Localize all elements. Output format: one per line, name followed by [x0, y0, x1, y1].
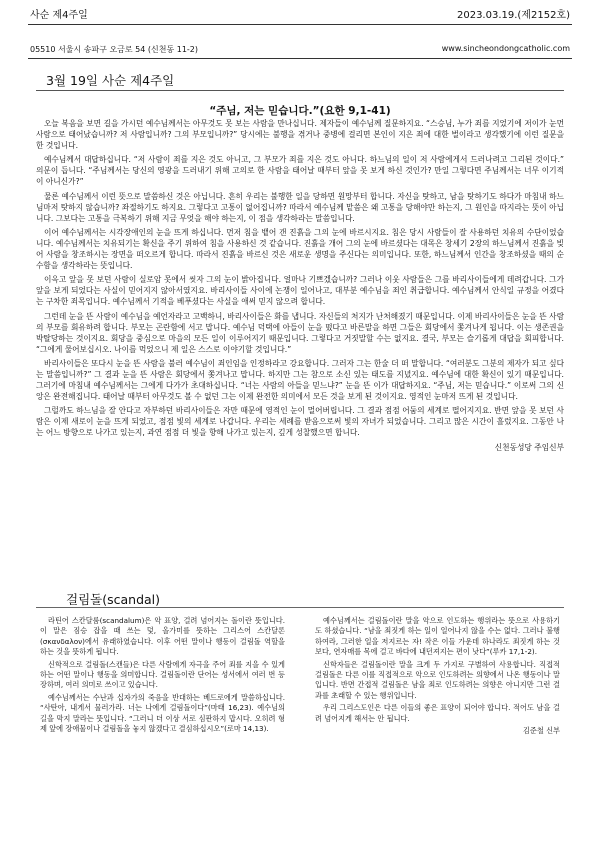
scandal-columns	[40, 616, 560, 846]
homily-paragraph: 이어 예수님께서는 시각장애인의 눈을 뜨게 하십니다. 먼저 침을 뱉어 갠 진흙을 그의 눈에 바르시지요. 침은 당시 사람들이 잘 사용하던 치유의 수단이었습니다. 예수님께서는 치유되기는 확신을 주기 위하여 침을 사용하신 것 같습니다. 진흙을 개어 그의 눈에 바르셨다는 대목은 창세기 2장의 하느님께서 진흙을 빚어 사람을 창조하시는 장면을 떠오르게 합니다. 따라서 진흙을 바르신 것은 새로운 생명을 주신다는 의미입니다. 또한, 하느님께서 인간을 창조하셨을 때의 순수함을 생각하라는 뜻입니다.	[36, 227, 564, 271]
scandal-paragraph: 신학적으로 걸림돌(스캔들)은 다른 사람에게 자극을 주어 죄를 지을 수 있게 하는 어떤 말이나 행동을 의미합니다. 걸림돌이란 단어는 성서에서 여러 번 등장하며, 여러 의미로 쓰이고 있습니다.	[40, 659, 285, 690]
page-header-left: 사순 제4주일	[30, 10, 88, 21]
page-header-right: 2023.03.19.(제2152호)	[456, 10, 570, 21]
homily-paragraph: 물론 예수님께서 이런 뜻으로 말씀하신 것은 아닙니다. 흔히 우리는 불행한 일을 당하면 원망부터 합니다. 자신을 탓하고, 남을 탓하기도 하다가 마침내 하느님마저 탓하지 않습니까? 좌절하기도 하지요. 그렇다고 고통이 없어집니까? 따라서 예수님께 맡씀은 왜 고통을 당해야만 하는지, 그 원인을 따지라는 뜻이 아닙니다. 그보다는 고통을 극복하기 위해 지금 무엇을 해야 하는지, 이 점을 생각하라는 말씀입니다.	[36, 191, 564, 223]
scandal-title: 걸림돌(scandal)	[66, 592, 161, 607]
parish-address: 05510 서울시 송파구 오금로 54 (신천동 11-2)	[30, 45, 199, 54]
scandal-paragraph: 우리 그리스도인은 다른 이들의 좋은 표양이 되어야 합니다. 적어도 남을 걸려 넘어지게 해서는 안 됩니다.	[315, 703, 560, 723]
scandal-paragraph: 라틴어 스칸달룸(scandalum)은 악 표양, 걸려 넘어지는 돌이란 뜻입니다. 이 말은 짐승 잡을 때 쓰는 덫, 올가미를 뜻하는 그리스어 스칸달론(σκανδαλον)에서 유래하였습니다. 이후 어떤 말이나 행동이 걸림돌 역할을 하는 것을 뜻하게 됩니다.	[40, 616, 285, 657]
homily-paragraph: 예수님께서 대답하십니다. “저 사람이 죄를 지은 것도 아니고, 그 부모가 죄를 지은 것도 아니다. 하느님의 일이 저 사람에게서 드러나려고 그리된 것이다.” 의문이 듭니다. “주님께서는 당신의 영광을 드러내기 위해 고의로 한 사람을 태어날 때부터 앞을 못 보게 하신 것인가? 만일 그렇다면 주님께서는 너무 이기적이 아니신가?”	[36, 155, 564, 187]
homily-signature: 신천동성당 주임신부	[494, 442, 564, 452]
scandal-paragraph: 예수님께서는 걸림돌이란 말을 악으로 인도하는 행위라는 뜻으로 사용하기도 하셨습니다. “남을 죄짓게 하는 일이 일어나지 않을 수는 없다. 그러나 불행하여라, 그러한 일을 저지르는 자! 작은 이들 가운데 하나라도 죄짓게 하는 것보다, 연자매를 목에 걸고 바다에 내던져지는 편이 낫다”(루카 17,1-2).	[315, 616, 560, 657]
homily-paragraph: 바리사이들은 또다시 눈을 뜬 사람을 불러 예수님이 죄인임을 인정하라고 강요합니다. 그러자 그는 한술 더 떠 말합니다. “여러분도 그분의 제자가 되고 싶다는 말씀입니까?” 그 결과 눈을 뜬 사람은 회당에서 쫓겨나고 맙니다. 하지만 그는 참으로 소신 있는 태도를 지녔지요. 예수님에 대한 확신이 있기 때문입니다. 그러기에 마침내 예수님께서는 그에게 다가가 초대하십니다. “너는 사람의 아들을 믿느냐?” 눈을 뜬 이가 대답하지요. “주님, 저는 믿습니다.” 이로써 그의 신앙은 완전해집니다. 태어날 때부터 아무것도 볼 수 없던 그는 이제 완전한 의미에서 모든 것을 보게 된 것이지요. 영적인 눈마저 뜨게 된 것입니다.	[36, 358, 564, 402]
homily-title: 3월 19일 사순 제4주일	[46, 73, 175, 88]
scandal-paragraph: 신학자들은 걸림돌이란 말을 크게 두 가지로 구별하여 사용합니다. 직접적 걸림돌은 다른 이를 직접적으로 악으로 인도하려는 의향에서 나온 행동이나 말입니다. 반면 간접적 걸림돌은 남을 죄로 인도하려는 의향은 아니지만 그런 결과를 초래할 수 있는 행위입니다.	[315, 659, 560, 700]
homily-paragraph: 그럴까도 하느님을 잘 안다고 자부하던 바리사이들은 자만 때문에 영적인 눈이 멀어버립니다. 그 결과 점점 어둠의 세계로 떨어지지요. 반면 앞을 못 보던 사람은 이제 새로이 눈을 뜨게 되었고, 점점 빛의 세계로 나갑니다. 우리는 세례를 받음으로써 빛의 자녀가 되었습니다. 그리고 많은 시간이 흘렀지요. 그동안 나는 어느 방향으로 나가고 있는지, 과연 점점 더 빛을 향해 나가고 있는지, 깊게 성찰했으면 합니다.	[36, 406, 564, 438]
parish-website[interactable]: www.sincheondongcatholic.com	[441, 44, 570, 53]
scandal-divider	[36, 607, 564, 608]
header-divider	[28, 24, 572, 25]
homily-body	[36, 118, 564, 453]
scandal-signature: 김준철 신부	[522, 726, 560, 736]
homily-paragraph: 그런데 눈을 뜬 사람이 예수님을 예언자라고 고백하니, 바리사이들은 화를 냅니다. 자신들의 처지가 난처해졌기 때문입니다. 이제 바리사이들은 눈을 뜬 사람의 부모를 회유하려 합니다. 부모는 곤란함에 서고 맙니다. 예수님 덕택에 아들이 눈을 떴다고 바른말을 하면 그들은 회당에서 쫓겨나게 됩니다. 이는 생존권을 박탈당하는 것이지요. 회당을 중심으로 마을의 모든 일이 이루어지기 때문입니다. 그렇다고 거짓말할 수는 없지요. 결국, 부모는 슬기롭게 대답을 회피합니다. “그에게 물어보십시오. 나이를 먹었으니 제 일은 스스로 이야기할 것입니다.”	[36, 311, 564, 354]
homily-divider	[36, 90, 564, 91]
homily-paragraph: 이윽고 앞을 못 보던 사람이 실로암 못에서 씻자 그의 눈이 밝아집니다. 얼마나 기쁘겠습니까? 그러나 이웃 사람들은 그를 바리사이들에게 데려갑니다. 그가 앞을 보게 되었다는 사실이 믿어지지 않아서였지요. 바리사이들 사이에 논쟁이 일어나고, 대부분 예수님을 죄인 취급합니다. 예수님께서 안식일 규정을 어겼다는 구차한 죄목입니다. 예수님께서 기적을 베푸셨다는 사실을 애써 믿지 않으려 합니다.	[36, 275, 564, 307]
header-divider-2	[28, 58, 572, 59]
scandal-paragraph: 예수님께서는 수난과 십자가의 죽음을 반대하는 베드로에게 말씀하십니다. “사탄아, 내게서 물러가라. 너는 나에게 걸림돌이다”(마태 16,23). 예수님의 길을 막지 말라는 뜻입니다. “그러니 더 이상 서로 심판하지 맙시다. 오히려 형제 앞에 장애물이나 걸림돌을 놓지 않겠다고 결심하십시오”(로마 14,13).	[40, 692, 285, 734]
homily-quote: “주님, 저는 믿습니다.”(요한 9,1-41)	[209, 105, 391, 117]
scandal-left-column	[40, 616, 285, 846]
homily-paragraph: 오늘 복음을 보면 길을 가시던 예수님께서는 아무것도 못 보는 사람을 만나십니다. 제자들이 예수님께 질문하지요. “스승님, 누가 죄를 지었기에 저이가 눈먼 사람으로 태어났습니까? 저 사람입니까? 그의 부모입니까?” 당시에는 불행을 겪거나 중병에 걸리면 본인이 지은 죄에 대한 벌이라고 생각했기에 이런 질문을 한 것입니다.	[36, 119, 564, 151]
scandal-right-column	[315, 616, 560, 846]
